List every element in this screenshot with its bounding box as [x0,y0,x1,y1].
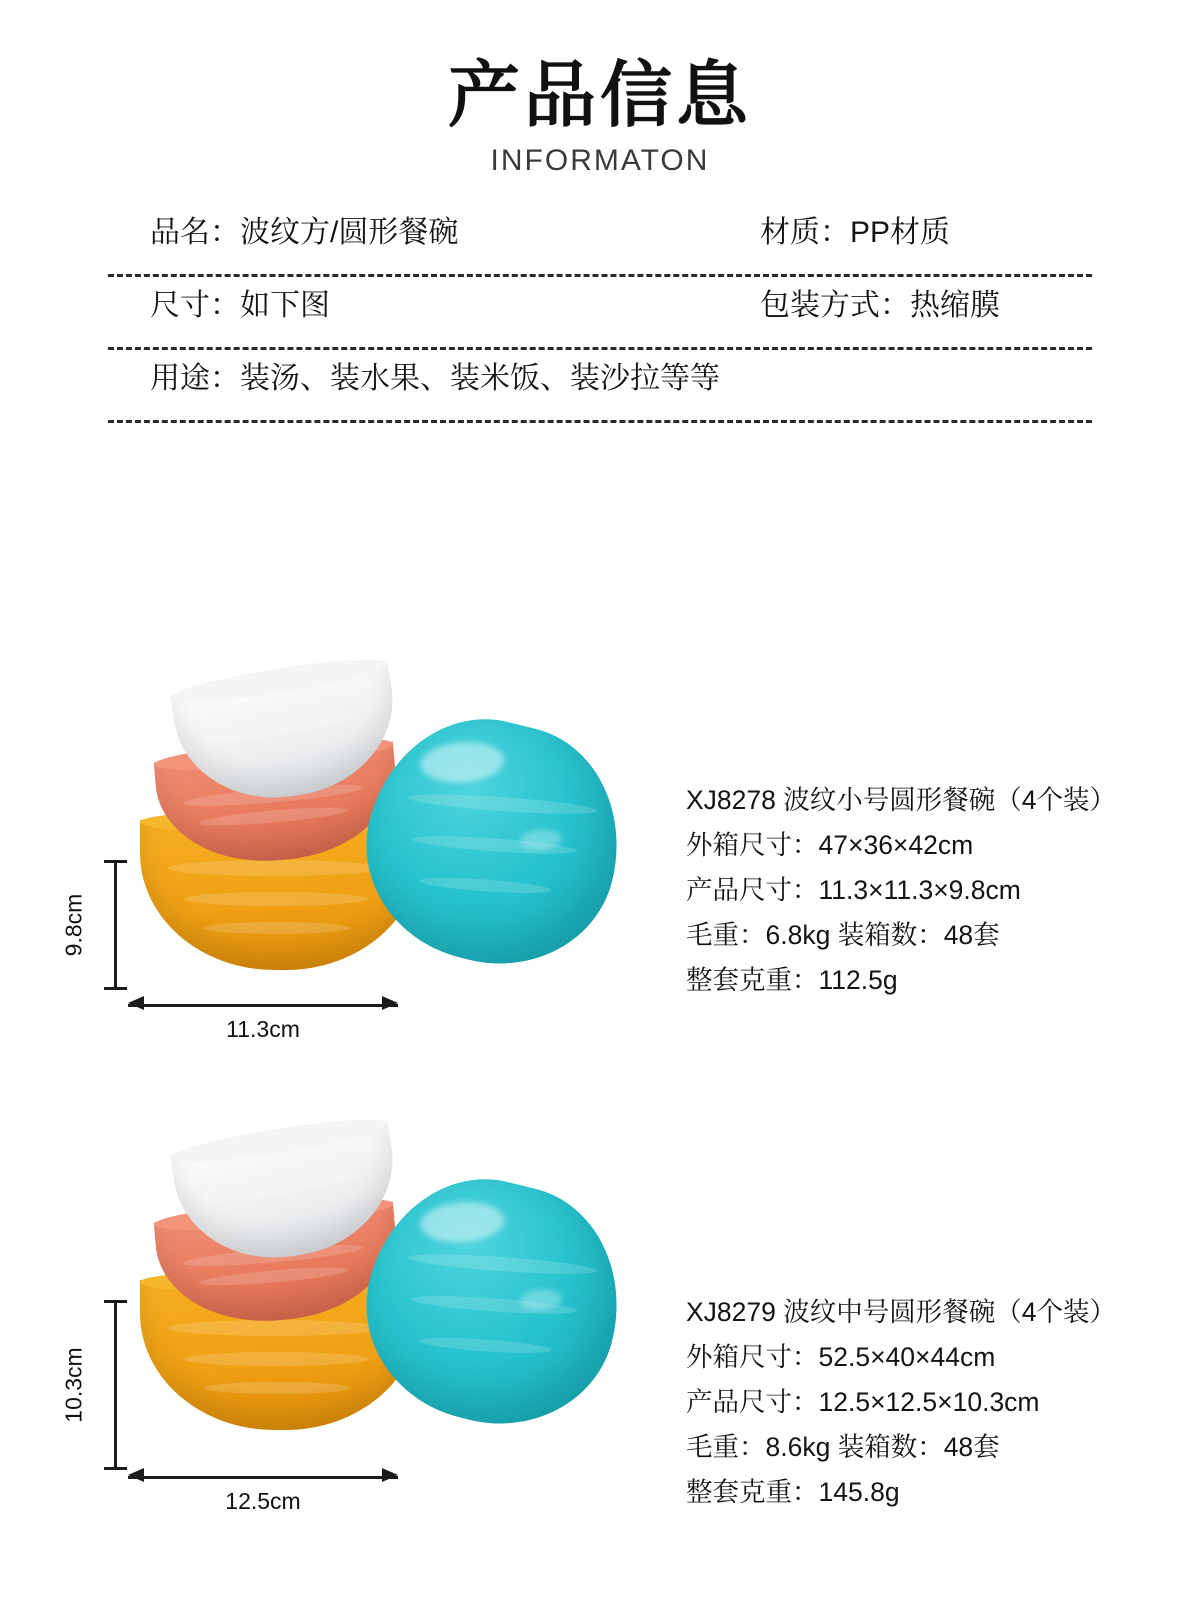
bowl-wave [407,1251,598,1278]
bowl-wave [200,1167,361,1208]
bowl-wave [184,1352,368,1366]
dimension-line [128,1004,398,1007]
spec-weight-pack: 毛重：8.6kg 装箱数：48套 [686,1432,1000,1462]
product-info-table [108,204,1092,423]
spec-name: XJ8278 波纹小号圆形餐碗（4个装） [686,785,1116,815]
bowl-wave [407,791,598,818]
bowl-teal [343,695,644,988]
page-subtitle: INFORMATON [490,143,710,177]
bowl-wave [199,804,349,829]
info-row [108,350,1092,420]
bowl-stack-illustration [110,670,630,1010]
product-spec-xj8279 [686,1290,1186,1515]
bowl-wave [184,892,368,906]
height-dimension-label: 9.8cm [60,893,87,957]
bowl-wave [199,1264,349,1289]
info-size: 尺寸：如下图 [150,288,330,322]
info-usage: 用途：装汤、装水果、装米饭、装沙拉等等 [150,361,720,395]
bowl-stack-illustration [110,1130,630,1470]
bowl-wave [419,875,552,896]
spec-product-size: 产品尺寸：11.3×11.3×9.8cm [686,875,1021,905]
info-row [108,204,1092,274]
bowl-wave [168,1320,382,1336]
info-material: 材质：PP材质 [760,215,951,249]
dimension-arrow-right [382,996,398,1010]
spec-product-size: 产品尺寸：12.5×12.5×10.3cm [686,1387,1040,1417]
bowl-rim [169,652,390,710]
bowl-rim [169,1112,390,1170]
info-product-name: 品名：波纹方/圆形餐碗 [150,215,459,249]
highlight [419,739,506,785]
width-dimension-label: 12.5cm [225,1488,301,1514]
spec-name: XJ8279 波纹中号圆形餐碗（4个装） [686,1297,1116,1327]
bowl-wave [204,922,350,934]
dimension-arrow-left [128,1468,144,1482]
width-dimension-marker [128,1472,398,1528]
product-photo [60,1120,650,1514]
product-block-xj8279 [0,1120,1200,1520]
height-dimension-label: 10.3cm [60,1347,87,1423]
spec-carton-size: 外箱尺寸：47×36×42cm [686,830,974,860]
product-spec-xj8278 [686,778,1186,1003]
spec-weight-pack: 毛重：6.8kg 装箱数：48套 [686,920,1000,950]
width-dimension-label: 11.3cm [226,1016,300,1042]
dimension-arrow-left [128,996,144,1010]
width-dimension-marker [128,1000,398,1056]
product-photo [60,660,650,1042]
bowl-wave [419,1335,552,1356]
page-title: 产品信息 [447,56,752,136]
info-row [108,277,1092,347]
info-packaging: 包装方式：热缩膜 [760,288,1000,322]
dimension-arrow-right [382,1468,398,1482]
dimension-line [128,1476,398,1479]
product-block-xj8278 [0,660,1200,1060]
bowl-wave [200,707,361,748]
bowl-teal [343,1155,644,1448]
bowl-wave [168,860,382,876]
spec-set-weight: 整套克重：145.8g [686,1477,900,1507]
spec-carton-size: 外箱尺寸：52.5×40×44cm [686,1342,996,1372]
bowl-wave [204,1382,350,1394]
page-header [0,0,1200,178]
divider [108,420,1092,423]
spec-set-weight: 整套克重：112.5g [686,965,898,995]
highlight [419,1199,506,1245]
